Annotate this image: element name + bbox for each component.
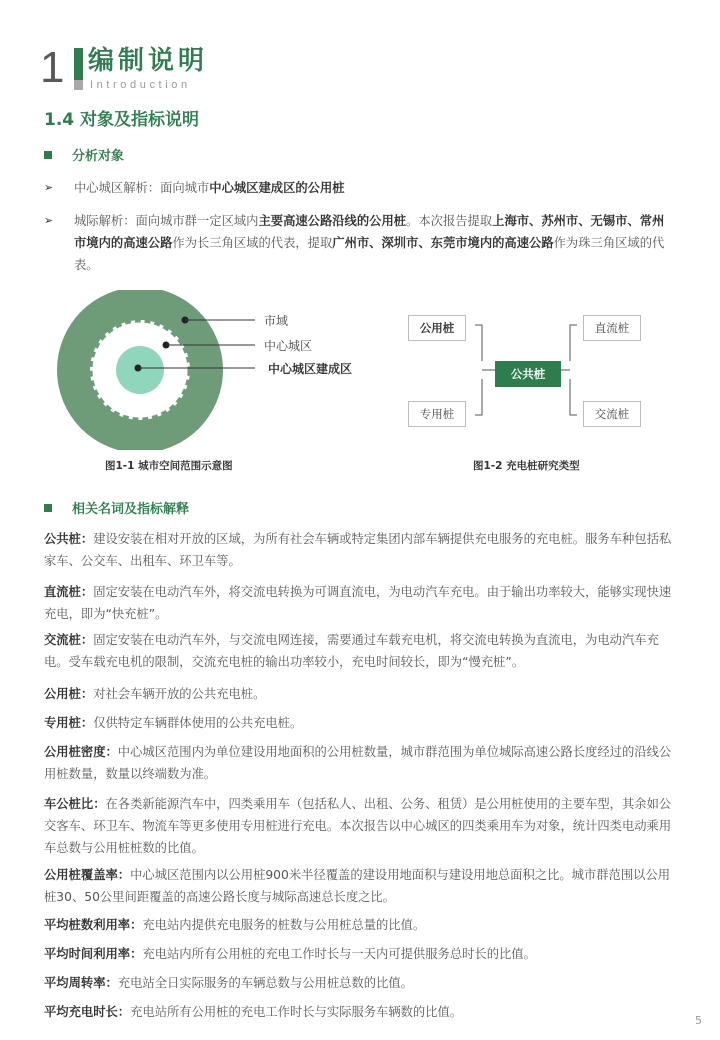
figure1-caption: 图1-1 城市空间范围示意图 [105,460,233,472]
term-pile-density: 公用桩密度：中心城区范围内为单位建设用地面积的公用桩数量，城市群范围为单位城际高速公路长度经过的沿线公用桩数量，数量以终端数为准。 [44,745,672,781]
chapter-number: 1 [40,43,65,92]
figure2-caption: 图1-2 充电桩研究类型 [473,460,580,472]
term-vehicle-pile-ratio: 车公桩比：在各类新能源汽车中，四类乘用车（包括私人、出租、公务、租赁）是公用桩使用的主要车型，其余如公交客车、环卫车、物流车等更多使用专用桩进行充电。本次报告以中心城区的四类乘用车为对象，统计四类电动乘用车总数与公用桩桩数的比值。 [44,797,672,855]
arrow-bullet-icon: ➢ [44,181,54,194]
box-public-pile: 公共桩 [495,361,561,387]
term-public-pile: 公共桩：建设安装在相对开放的区域，为所有社会车辆或特定集团内部车辆提供充电服务的充电桩。服务车种包括私家车、公交车、出租车、环卫车等。 [44,532,672,568]
pile-type-diagram [400,305,660,435]
label-inner: 中心城区建成区 [268,362,353,376]
terms-heading-text: 相关名词及指标解释 [72,502,190,517]
section-title: 1.4 对象及指标说明 [44,110,200,130]
term-avg-pile-utilization: 平均桩数利用率：充电站内提供充电服务的桩数与公用桩总量的比值。 [44,918,426,932]
chapter-accent-bar-gray [74,80,83,90]
bullet-2-run-3: 。本次报告提取 [406,214,493,228]
chapter-accent-bar [74,48,83,80]
analysis-bullet-1 [44,177,676,199]
bullet-1-run-1: 中心城区解析：面向城市 [74,181,210,195]
analysis-heading [44,147,124,167]
term-avg-turnover: 平均周转率：充电站全日实际服务的车辆总数与公用桩总数的比值。 [44,976,413,990]
box-dc-pile: 直流桩 [583,315,641,341]
square-bullet-icon [44,151,52,159]
term-coverage-rate: 公用桩覆盖率：中心城区范围内以公用桩900米半径覆盖的建设用地面积与建设用地总面积之比。城市群范围以公用桩30、50公里间距覆盖的高速公路长度与城际高速总长度之比。 [44,868,671,904]
chapter-title: 编制说明 [88,46,209,76]
page-number: 5 [695,1014,702,1027]
box-ac-pile: 交流桩 [583,401,641,427]
term-avg-charge-duration: 平均充电时长：充电站所有公用桩的充电工作时长与实际服务车辆数的比值。 [44,1005,463,1019]
bullet-1-run-2: 中心城区建成区的公用桩 [209,181,345,195]
analysis-bullet-2-text [74,210,676,276]
label-outer: 市域 [264,314,289,328]
bullet-2-run-6: 广州市、深圳市、东莞市境内的高速公路 [332,236,554,250]
box-public-use-pile: 公用桩 [408,315,466,341]
bullet-2-run-1: 城际解析：面向城市群一定区域内 [74,214,259,228]
analysis-bullet-2 [44,210,676,276]
arrow-bullet-icon: ➢ [44,214,54,227]
term-avg-time-utilization: 平均时间利用率：充电站内所有公用桩的充电工作时长与一天内可提供服务总时长的比值。 [44,947,536,961]
chapter-subtitle: Introduction [90,79,191,91]
analysis-heading-text: 分析对象 [72,149,125,164]
bullet-2-run-5: 作为长三角区域的代表，提取 [172,236,333,250]
term-dc-pile: 直流桩：固定安装在电动汽车外，将交流电转换为可调直流电，为电动汽车充电。由于输出功率较大，能够实现快速充电，即为“快充桩”。 [44,585,672,621]
label-middle: 中心城区 [264,339,313,353]
terms-heading [44,500,189,520]
term-public-use-pile: 公用桩：对社会车辆开放的公共充电桩。 [44,687,266,701]
analysis-bullet-1-text [74,177,676,199]
bullet-2-run-7: 作为珠三角区域的代表。 [74,236,665,272]
term-dedicated-pile: 专用桩：仅供特定车辆群体使用的公共充电桩。 [44,716,303,730]
square-bullet-icon [44,504,52,512]
bullet-2-run-4: 上海市、苏州市、无锡市、常州市境内的高速公路 [74,214,665,250]
city-scope-diagram [40,290,370,450]
bullet-2-run-2: 主要高速公路沿线的公用桩 [258,214,407,228]
box-dedicated-pile: 专用桩 [408,401,466,427]
term-ac-pile: 交流桩：固定安装在电动汽车外，与交流电网连接，需要通过车载充电机，将交流电转换为直流电，为电动汽车充电。受车载充电机的限制，交流充电桩的输出功率较小，充电时间较长，即为“慢充桩”。 [44,633,659,669]
